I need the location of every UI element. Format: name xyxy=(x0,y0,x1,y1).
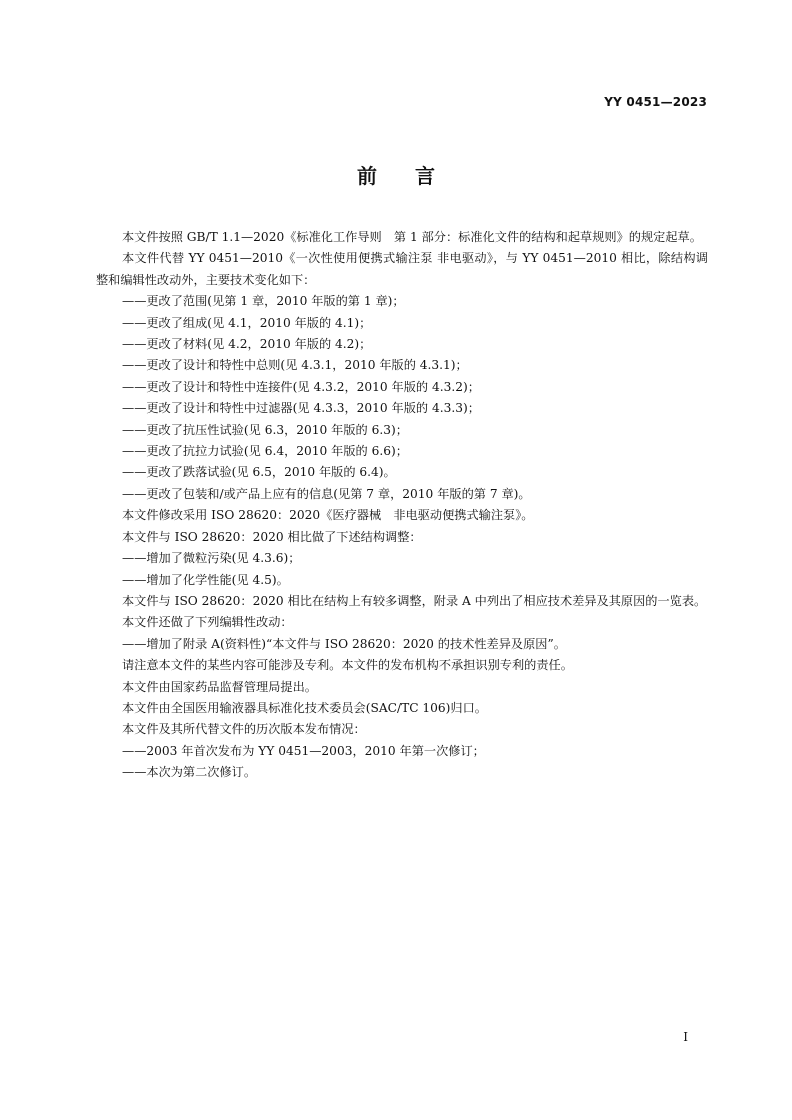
list-item: ——更改了设计和特性中总则(见 4.3.1，2010 年版的 4.3.1)； xyxy=(122,358,468,373)
list-item: ——本次为第二次修订。 xyxy=(122,765,257,780)
list-item: ——增加了化学性能(见 4.5)。 xyxy=(122,572,289,587)
paragraph-history: 本文件及其所代替文件的历次版本发布情况： xyxy=(122,722,366,737)
list-item: ——更改了范围(见第 1 章，2010 年版的第 1 章)； xyxy=(122,294,405,309)
page-number: I xyxy=(683,1030,688,1044)
list-item: ——更改了设计和特性中过滤器(见 4.3.3，2010 年版的 4.3.3)； xyxy=(122,401,480,416)
editorial-changes-list xyxy=(96,634,708,655)
paragraph-committee: 本文件由全国医用输液器具标准化技术委员会(SAC/TC 106)归口。 xyxy=(122,700,487,715)
foreword-body xyxy=(96,227,708,784)
list-item: ——更改了抗压性试验(见 6.3，2010 年版的 6.3)； xyxy=(122,422,408,437)
paragraph-editorial-changes: 本文件还做了下列编辑性改动： xyxy=(122,615,293,630)
paragraph-drafting-basis: 本文件按照 GB/T 1.1—2020《标准化工作导则 第 1 部分：标准化文件的结构和起草规则》的规定起草。 xyxy=(122,230,702,244)
page-title: 前言 xyxy=(357,164,473,188)
history-list xyxy=(96,741,708,784)
list-item: ——增加了微粒污染(见 4.3.6)； xyxy=(122,551,301,566)
list-item: ——增加了附录 A(资料性)“本文件与 ISO 28620：2020 的技术性差异及原因”。 xyxy=(122,636,566,651)
technical-changes-list xyxy=(96,291,708,505)
paragraph-annex-note: 本文件与 ISO 28620：2020 相比在结构上有较多调整，附录 A 中列出了相应技术差异及其原因的一览表。 xyxy=(122,593,707,608)
structure-changes-list xyxy=(96,548,708,591)
paragraph-proposer: 本文件由国家药品监督管理局提出。 xyxy=(122,679,317,694)
list-item: ——2003 年首次发布为 YY 0451—2003，2010 年第一次修订； xyxy=(122,743,485,758)
list-item: ——更改了设计和特性中连接件(见 4.3.2，2010 年版的 4.3.2)； xyxy=(122,379,480,394)
list-item: ——更改了跌落试验(见 6.5，2010 年版的 6.4)。 xyxy=(122,465,396,480)
paragraph-patent-notice: 请注意本文件的某些内容可能涉及专利。本文件的发布机构不承担识别专利的责任。 xyxy=(122,658,573,673)
list-item: ——更改了材料(见 4.2，2010 年版的 4.2)； xyxy=(122,337,372,352)
list-item: ——更改了包装和/或产品上应有的信息(见第 7 章，2010 年版的第 7 章)。 xyxy=(122,486,531,501)
list-item: ——更改了抗拉力试验(见 6.4，2010 年版的 6.6)； xyxy=(122,444,408,459)
standard-number: YY 0451—2023 xyxy=(604,95,707,109)
paragraph-adoption: 本文件修改采用 ISO 28620：2020《医疗器械 非电驱动便携式输注泵》。 xyxy=(122,508,534,523)
list-item: ——更改了组成(见 4.1，2010 年版的 4.1)； xyxy=(122,315,372,330)
paragraph-structure-changes: 本文件与 ISO 28620：2020 相比做了下述结构调整： xyxy=(122,529,422,544)
paragraph-replacement: 本文件代替 YY 0451—2010《一次性使用便携式输注泵 非电驱动》，与 YY 0451—2010 相比，除结构调整和编辑性改动外，主要技术变化如下： xyxy=(96,251,708,287)
